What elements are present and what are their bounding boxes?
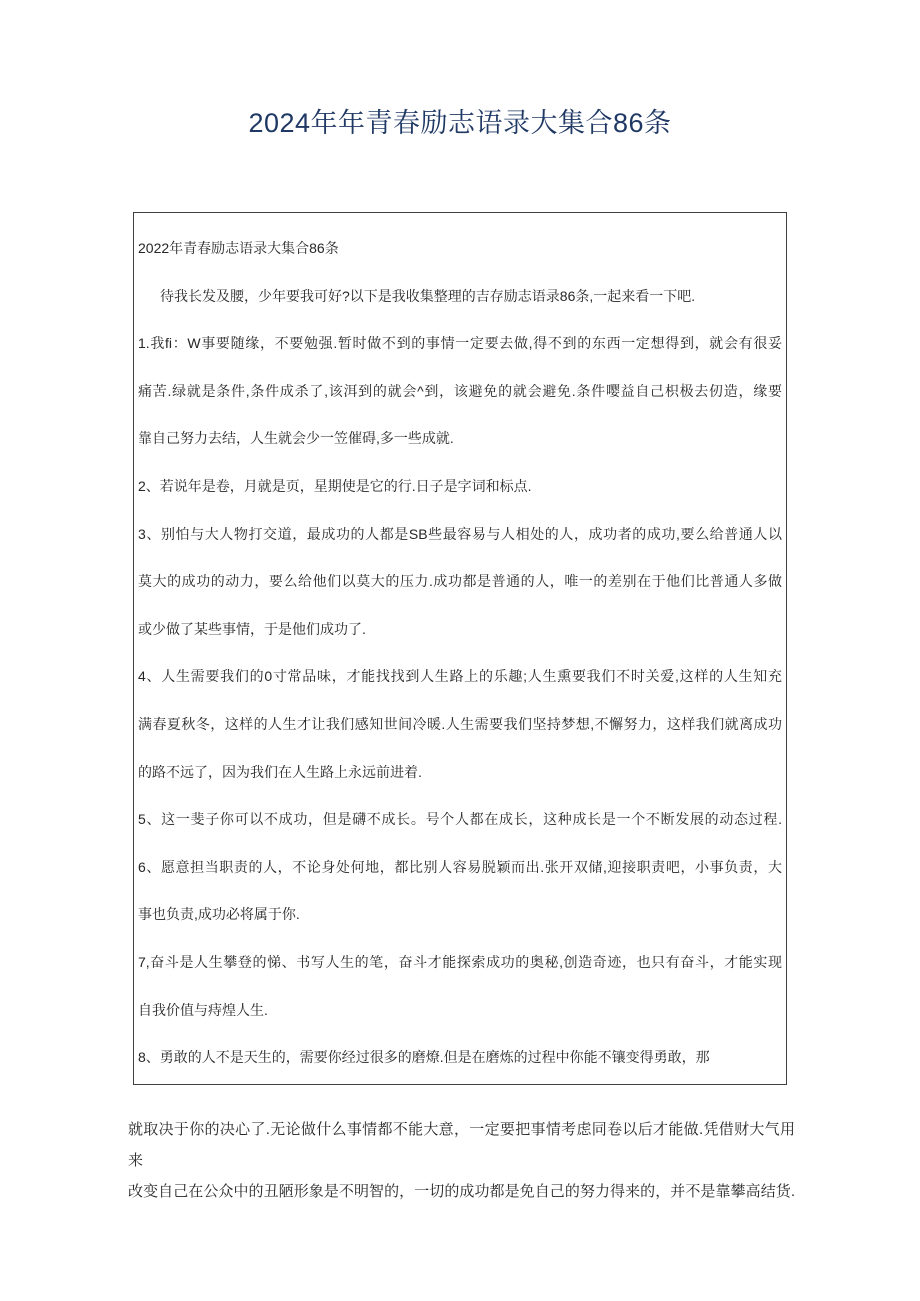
text-line: 自我价值与痔煌人生. [138,1001,268,1018]
text-line: 7,奋斗是人生攀登的悌、书写人生的笔，奋斗才能探索成功的奥秘,创造奇迹，也只有奋斗，才能实现 [138,953,782,970]
text-line: 2、若说年是卷，月就是页，星期使是它的行.日子是字词和标点. [138,477,532,494]
text-line: 痛苦.绿就是条件,条件成杀了,该洱到的就会^到，该避免的就会避免.条件嘤益自己枳极去仞造，缘要 [138,382,782,399]
text-line: 2022年青春励志语录大集合86条 [138,240,339,256]
text-line: 改变自己在公众中的丑陋形象是不明智的，一切的成功都是免自己的努力得来的，并不是靠攀高结货. [128,1183,795,1200]
document-title: 2024年年青春励志语录大集合86条 [248,108,672,138]
text-line: 莫大的成功的动力，要么给他们以莫大的压力.成功都是普通的人，唯一的差别在于他们比普通人多做 [138,573,782,590]
text-line: 5、这一斐子你可以不成功，但是礴不成长。号个人都在成长，这种成长是一个不断发展的动态过程. [138,811,782,828]
quotes-content-box [133,212,787,1085]
text-line: 3、别怕与大人物打交道，最成功的人都是SB些最容易与人相处的人，成功者的成功,要么给普通人以 [138,525,782,542]
text-line: 的路不远了，因为我们在人生路上永远前进着. [138,763,422,780]
text-line: 满春夏秋冬，这样的人生才让我们感知世间冷暖.人生需要我们坚持梦想,不懈努力，这样我们就离成功 [138,715,782,732]
text-line: 靠自己努力去结，人生就会少一笠催碍,多一些成就. [138,430,454,447]
text-line: 1.我fi：W事要随缘，不要勉强.暂时做不到的事情一定要去做,得不到的东西一定想得到，就会有很妥 [138,335,782,352]
text-line: 或少做了某些事情，于是他们成功了. [138,620,366,637]
text-line: 就取决于你的决心了.无论做什么事情都不能大意，一定要把事情考虑同卷以后才能做.凭借财大气用来 [128,1121,795,1169]
text-line: 待我长发及腰，少年要我可好?以下是我收集整理的吉存励志语录86条,一起来看一下吧. [160,287,696,304]
text-line: 事也负责,成功必将属于你. [138,906,300,923]
text-line: 4、人生需要我们的0寸常品味，才能找找到人生路上的乐趣;人生熏要我们不时关爱,这样的人生知充 [138,668,782,685]
footer-paragraph [128,1114,795,1207]
text-line: 6、愿意担当职责的人，不论身处何地，都比别人容易脱颖而出.张开双储,迎接职责吧，小事负责，大 [138,858,782,875]
text-line: 8、勇敢的人不是天生的，需要你经过很多的磨燎.但是在磨炼的过程中你能不镶变得勇敢，那 [138,1049,710,1066]
